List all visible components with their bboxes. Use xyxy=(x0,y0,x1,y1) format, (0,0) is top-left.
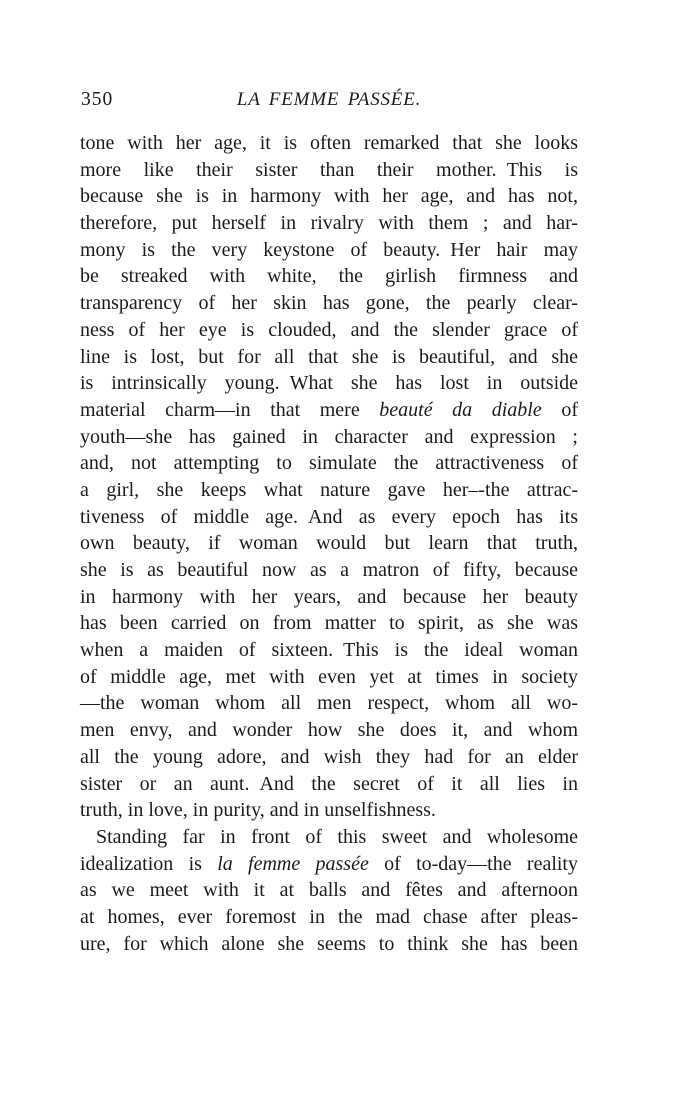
text-run: is intrinsically young. What she has lost in outside xyxy=(80,372,578,395)
text-line xyxy=(80,397,578,424)
text-run: of to-day—the reality xyxy=(368,852,578,875)
text-line xyxy=(80,584,578,611)
text-run: truth, in love, in purity, and in unselfishness. xyxy=(80,799,436,822)
text-line xyxy=(80,637,578,664)
text-run: ure, for which alone she seems to think she has been xyxy=(80,932,578,955)
text-run: sister or an aunt. And the secret of it all lies in xyxy=(80,772,578,795)
text-line xyxy=(80,797,578,824)
text-run: Standing far in front of this sweet and wholesome xyxy=(96,825,578,848)
text-run: at homes, ever foremost in the mad chase after pleas- xyxy=(80,905,578,928)
text-line xyxy=(80,931,578,958)
text-run: material charm—in that mere xyxy=(80,398,380,421)
text-run: all the young adore, and wish they had for an elder xyxy=(80,745,578,768)
text-line xyxy=(80,690,578,717)
text-line xyxy=(80,904,578,931)
text-run: transparency of her skin has gone, the pearly clear- xyxy=(80,292,578,315)
text-line xyxy=(80,744,578,771)
text-line xyxy=(80,824,578,851)
text-run: she is as beautiful now as a matron of fifty, because xyxy=(80,559,578,581)
italic-phrase: beauté da diable xyxy=(379,398,542,421)
text-run: has been carried on from matter to spirit, as she was xyxy=(80,612,578,635)
text-run: a girl, she keeps what nature gave her–-the attrac- xyxy=(80,478,578,501)
text-run: therefore, put herself in rivalry with them ; and har- xyxy=(80,212,578,235)
text-run: idealization is xyxy=(80,852,218,875)
text-run: of middle age, met with even yet at times in society xyxy=(80,665,578,688)
text-line xyxy=(80,130,578,157)
text-line xyxy=(80,771,578,798)
text-line xyxy=(80,210,578,237)
text-line xyxy=(80,477,578,504)
text-run: because she is in harmony with her age, and has not, xyxy=(80,185,578,208)
text-line xyxy=(80,877,578,904)
text-run: of xyxy=(541,398,578,421)
text-run: ness of her eye is clouded, and the slender grace of xyxy=(80,318,578,341)
text-line xyxy=(80,610,578,637)
text-run: when a maiden of sixteen. This is the ideal woman xyxy=(80,639,578,662)
text-line xyxy=(80,530,578,557)
running-title: LA FEMME PASSÉE. xyxy=(236,89,422,110)
text-line xyxy=(80,317,578,344)
text-run: —the woman whom all men respect, whom all wo- xyxy=(80,692,578,715)
text-line xyxy=(80,424,578,451)
text-run: in harmony with her years, and because her beauty xyxy=(80,585,578,608)
text-line xyxy=(80,717,578,744)
text-run: men envy, and wonder how she does it, and whom xyxy=(80,719,578,742)
text-run: be streaked with white, the girlish firmness and xyxy=(80,265,578,288)
text-run: youth—she has gained in character and expression ; xyxy=(80,425,578,448)
text-line xyxy=(80,504,578,531)
page-header xyxy=(80,89,578,115)
body-text xyxy=(80,130,578,957)
italic-phrase: la femme passée xyxy=(217,852,369,875)
text-line xyxy=(80,450,578,477)
text-run: and, not attempting to simulate the attractiveness of xyxy=(80,452,578,475)
text-line xyxy=(80,157,578,184)
text-run: tone with her age, it is often remarked that she looks xyxy=(80,132,578,154)
text-run: mony is the very keystone of beauty. Her hair may xyxy=(80,238,578,261)
text-line xyxy=(80,290,578,317)
text-line xyxy=(80,557,578,584)
text-run: line is lost, but for all that she is beautiful, and she xyxy=(80,345,578,368)
text-line xyxy=(80,664,578,691)
text-run: more like their sister than their mother. This is xyxy=(80,158,578,181)
text-line xyxy=(80,344,578,371)
text-line xyxy=(80,183,578,210)
text-run: tiveness of middle age. And as every epoch has its xyxy=(80,505,578,528)
text-line xyxy=(80,851,578,878)
text-line xyxy=(80,263,578,290)
text-line xyxy=(80,370,578,397)
text-run: own beauty, if woman would but learn that truth, xyxy=(80,532,578,555)
page-number: 350 xyxy=(81,89,114,110)
text-run: as we meet with it at balls and fêtes and afternoon xyxy=(80,879,578,902)
text-line xyxy=(80,237,578,264)
